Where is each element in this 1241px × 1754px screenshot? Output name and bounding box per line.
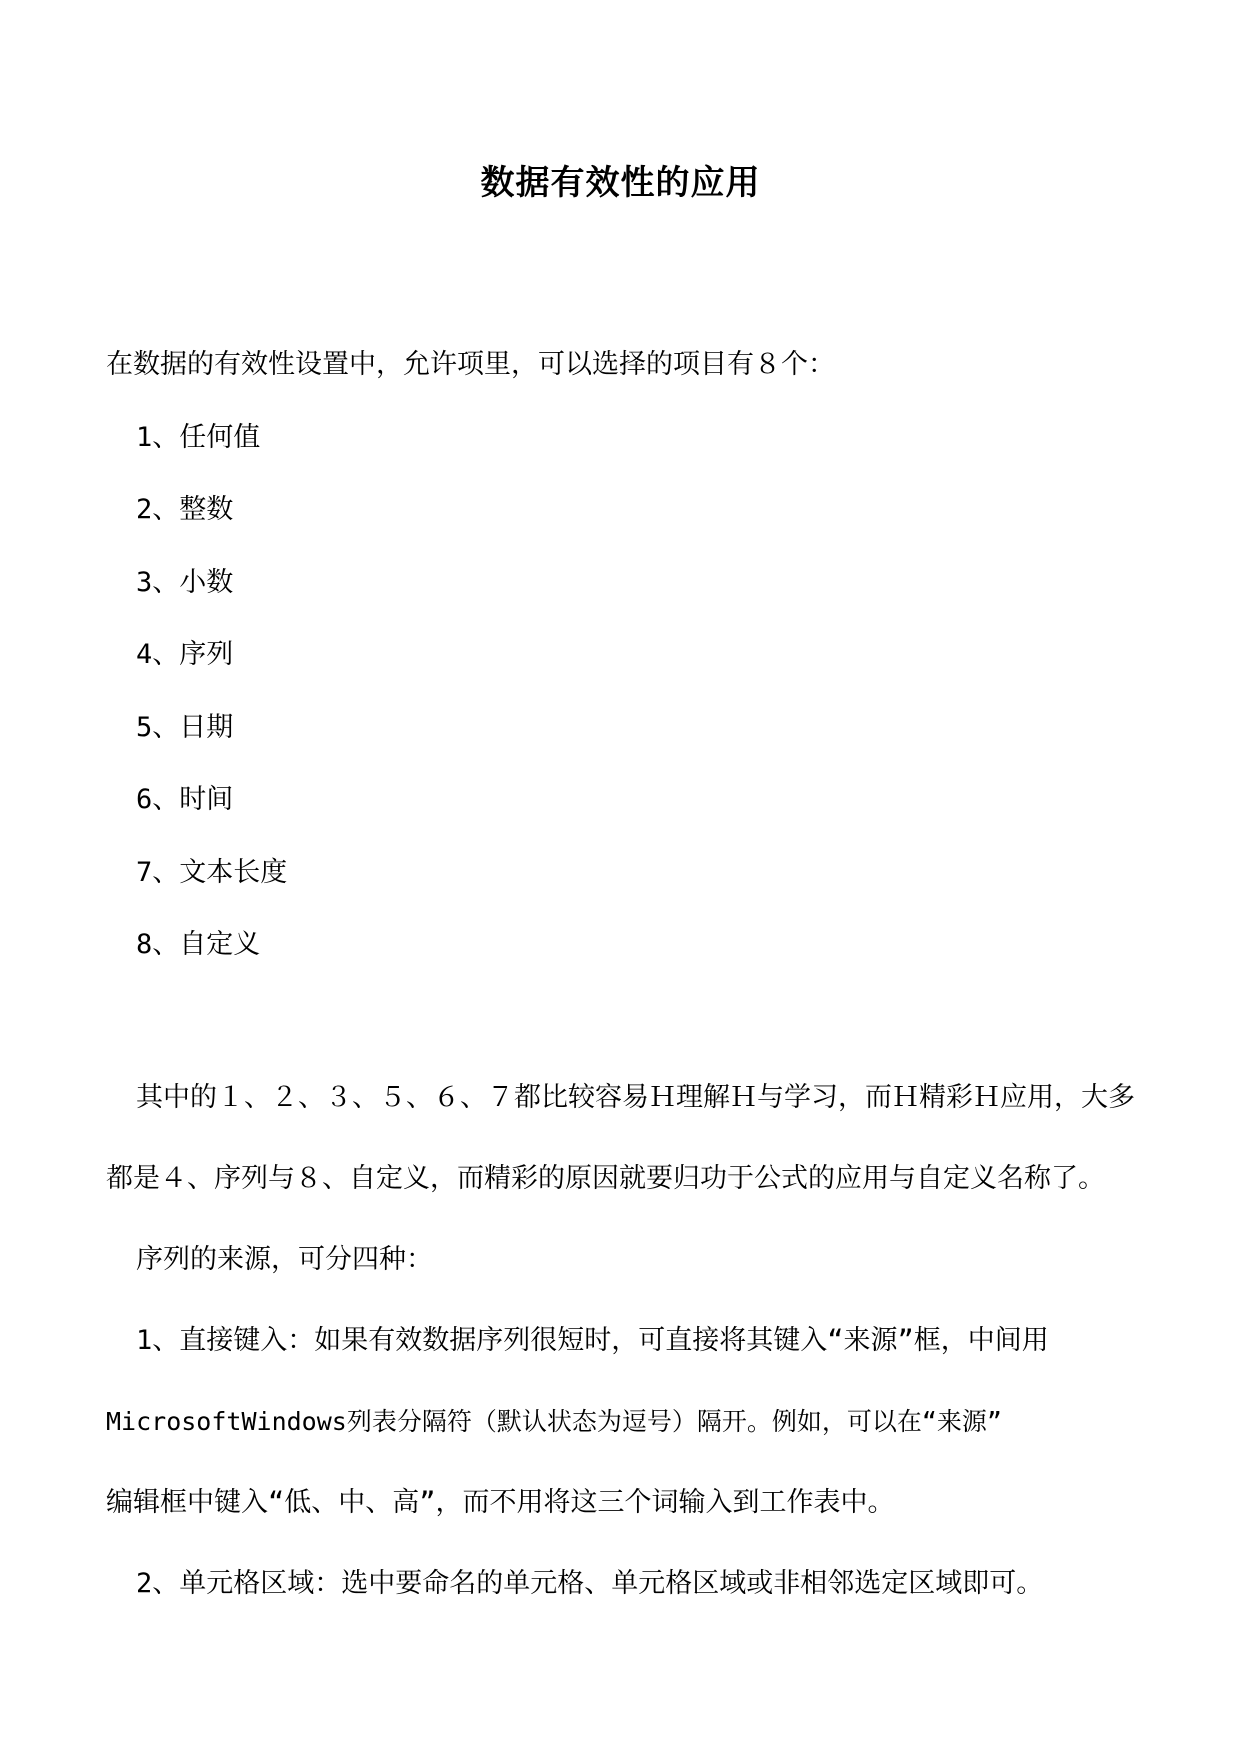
paragraph-line: 编辑框中键入“低、中、高”，而不用将这三个词输入到工作表中。 bbox=[106, 1487, 895, 1518]
list-item: 2、整数 bbox=[136, 494, 234, 525]
paragraph-line: 都是４、序列与８、自定义，而精彩的原因就要归功于公式的应用与自定义名称了。 bbox=[106, 1163, 1105, 1194]
list-item: 8、自定义 bbox=[136, 929, 261, 960]
list-item: 1、任何值 bbox=[136, 422, 261, 453]
list-item: 7、文本长度 bbox=[136, 857, 288, 888]
document-title: 数据有效性的应用 bbox=[480, 163, 761, 203]
paragraph-line: MicrosoftWindows列表分隔符（默认状态为逗号）隔开。例如，可以在“来源” bbox=[106, 1407, 1002, 1436]
list-item: 6、时间 bbox=[136, 784, 234, 815]
list-item: 5、日期 bbox=[136, 712, 234, 743]
list-item: 4、序列 bbox=[136, 639, 234, 670]
paragraph-line: 其中的１、２、３、５、６、７都比较容易Ｈ理解Ｈ与学习，而Ｈ精彩Ｈ应用，大多 bbox=[136, 1082, 1135, 1113]
paragraph-line: 2、单元格区域：选中要命名的单元格、单元格区域或非相邻选定区域即可。 bbox=[136, 1568, 1044, 1599]
paragraph-line: 1、直接键入：如果有效数据序列很短时，可直接将其键入“来源”框，中间用 bbox=[136, 1325, 1049, 1356]
list-item: 3、小数 bbox=[136, 567, 234, 598]
intro-text: 在数据的有效性设置中，允许项里，可以选择的项目有８个： bbox=[106, 349, 835, 380]
paragraph-line: 序列的来源，可分四种： bbox=[136, 1244, 433, 1275]
